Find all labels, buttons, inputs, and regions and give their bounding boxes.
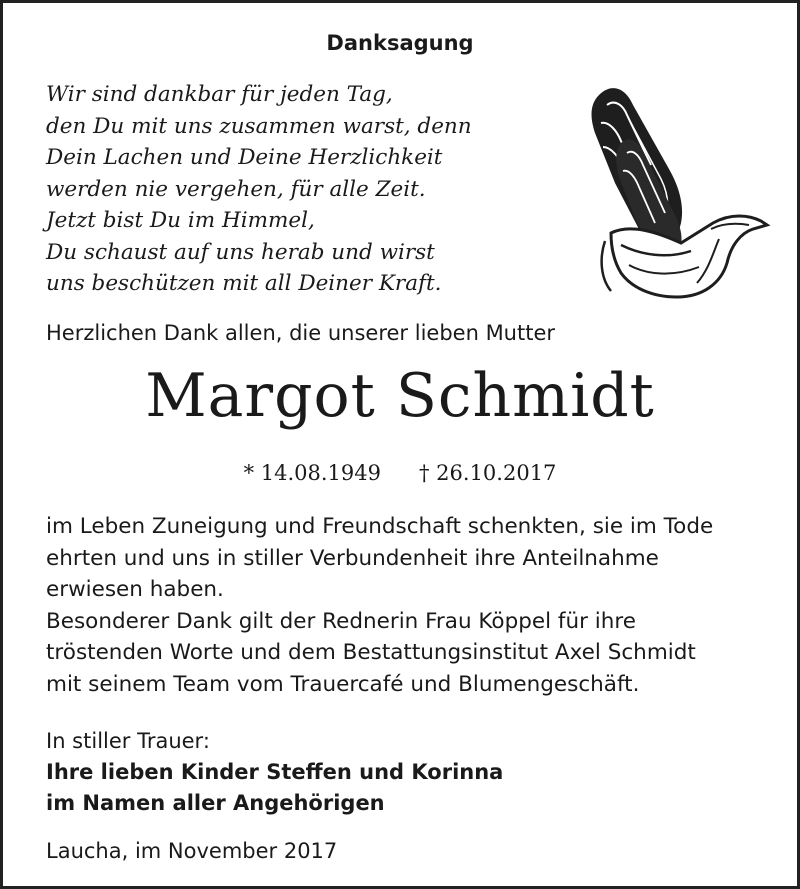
thanks-line: ehrten und uns in stiller Verbundenheit ihre Anteilnahme [46, 545, 659, 571]
poem-line: Jetzt bist Du im Himmel, [46, 208, 315, 233]
mourners-line: im Namen aller Angehörigen [46, 791, 385, 815]
birth-date: * 14.08.1949 [243, 461, 381, 485]
praying-hands-icon [581, 83, 771, 301]
thanks-line: erwiesen haben. [46, 577, 224, 602]
poem-line: Dein Lachen und Deine Herzlichkeit [46, 145, 443, 170]
poem-line: Du schaust auf uns herab und wirst [46, 239, 435, 265]
poem-line: uns beschützen mit all Deiner Kraft. [46, 271, 442, 296]
mourners-line: Ihre lieben Kinder Steffen und Korinna [46, 760, 504, 784]
thanks-line: mit seinem Team vom Trauercafé und Blumengeschäft. [46, 671, 640, 697]
life-dates [3, 461, 797, 485]
poem-line: Wir sind dankbar für jeden Tag, [46, 82, 393, 107]
thanks-line: tröstenden Worte und dem Bestattungsinstitut Axel Schmidt [46, 640, 696, 665]
poem-line: werden nie vergehen, für alle Zeit. [46, 176, 426, 202]
notice-heading: Danksagung [326, 31, 474, 55]
thanks-line: Besonderer Dank gilt der Rednerin Frau Köppel für ihre [46, 608, 636, 634]
place-date: Laucha, im November 2017 [46, 839, 338, 863]
thanks-text [46, 511, 713, 700]
thanks-line: im Leben Zuneigung und Freundschaft schenkten, sie im Tode [46, 514, 714, 539]
intro-text: Herzlichen Dank allen, die unserer lieben Mutter [46, 321, 556, 345]
poem-line: den Du mit uns zusammen warst, denn [46, 113, 472, 139]
mourners [46, 726, 503, 819]
mourning-label: In stiller Trauer: [46, 729, 210, 753]
deceased-name: Margot Schmidt [145, 361, 655, 431]
poem [46, 79, 472, 300]
death-date: † 26.10.2017 [419, 461, 557, 485]
